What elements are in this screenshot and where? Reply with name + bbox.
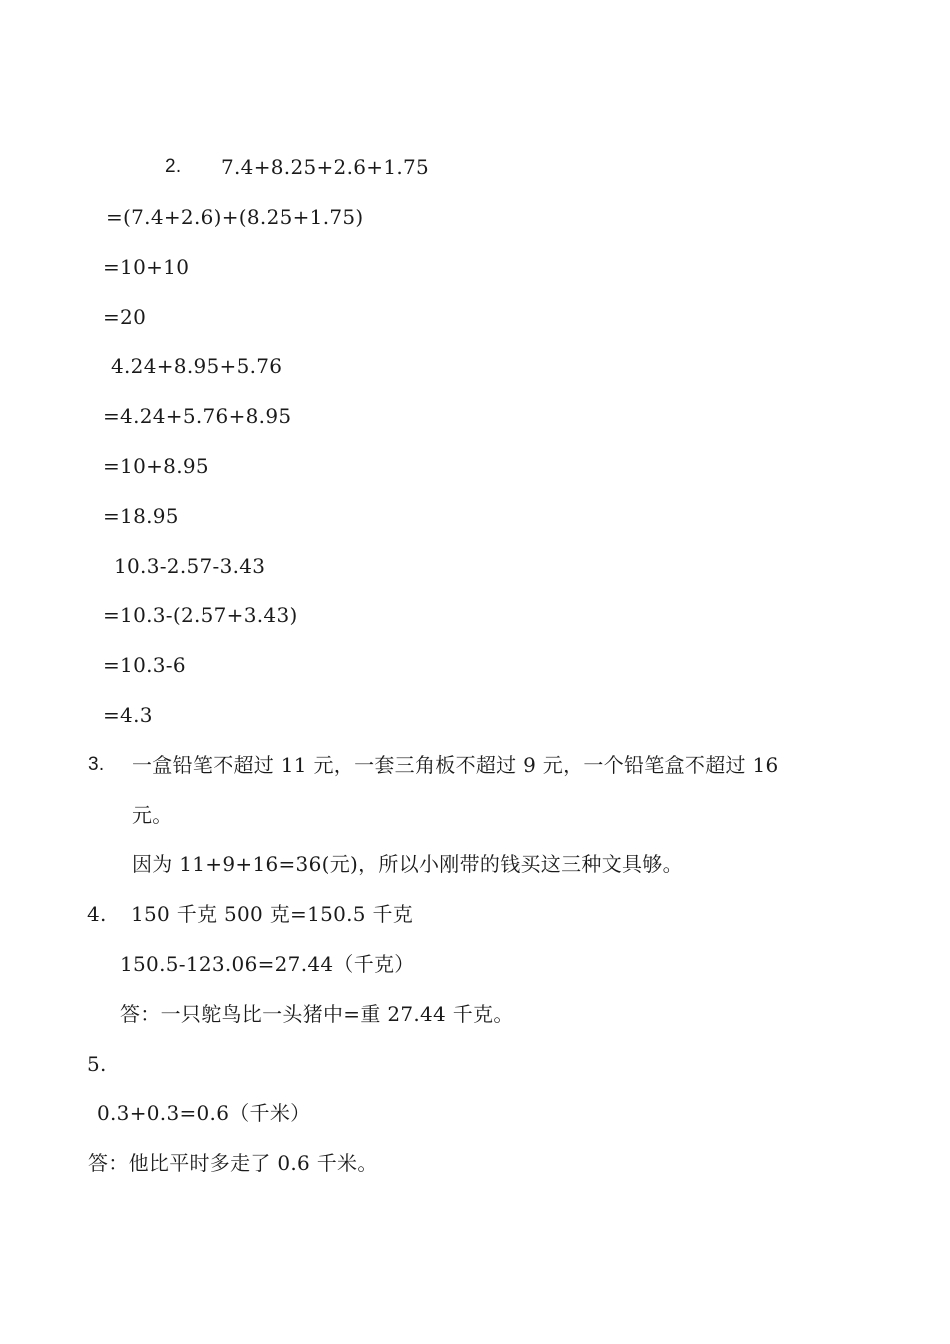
q5-line2: 答：他比平时多走了 0.6 千米。 [88,1151,378,1175]
q4-line1: 150 千克 500 克=150.5 千克 [131,902,414,926]
q2-b-line2: =4.24+5.76+8.95 [103,404,292,428]
q3-line3: 因为 11+9+16=36(元)，所以小刚带的钱买这三种文具够。 [132,852,683,876]
q3-number: 3. [88,754,105,775]
q2-a-line4: =20 [103,305,147,329]
q3-line1: 一盒铅笔不超过 11 元，一套三角板不超过 9 元，一个铅笔盒不超过 16 [132,753,779,777]
q5-number: 5. [87,1052,107,1076]
q2-a-line2: =(7.4+2.6)+(8.25+1.75) [106,205,364,229]
q2-a-line3: =10+10 [103,255,190,279]
q5-line1: 0.3+0.3=0.6（千米） [97,1101,311,1125]
q2-b-line1: 4.24+8.95+5.76 [111,354,283,378]
q2-c-line2: =10.3-(2.57+3.43) [103,603,298,627]
q4-line2: 150.5-123.06=27.44（千克） [120,952,415,976]
q2-b-line3: =10+8.95 [103,454,209,478]
q2-c-line3: =10.3-6 [103,653,186,677]
q3-line2: 元。 [132,803,173,827]
q4-line3: 答：一只鸵鸟比一头猪中=重 27.44 千克。 [120,1002,514,1026]
q4-number: 4. [87,902,107,926]
q2-number: 2. [165,156,182,177]
q2-c-line1: 10.3-2.57-3.43 [114,554,266,578]
q2-c-line4: =4.3 [103,703,153,727]
q2-b-line4: =18.95 [103,504,179,528]
q2-a-line1: 7.4+8.25+2.6+1.75 [221,155,430,179]
